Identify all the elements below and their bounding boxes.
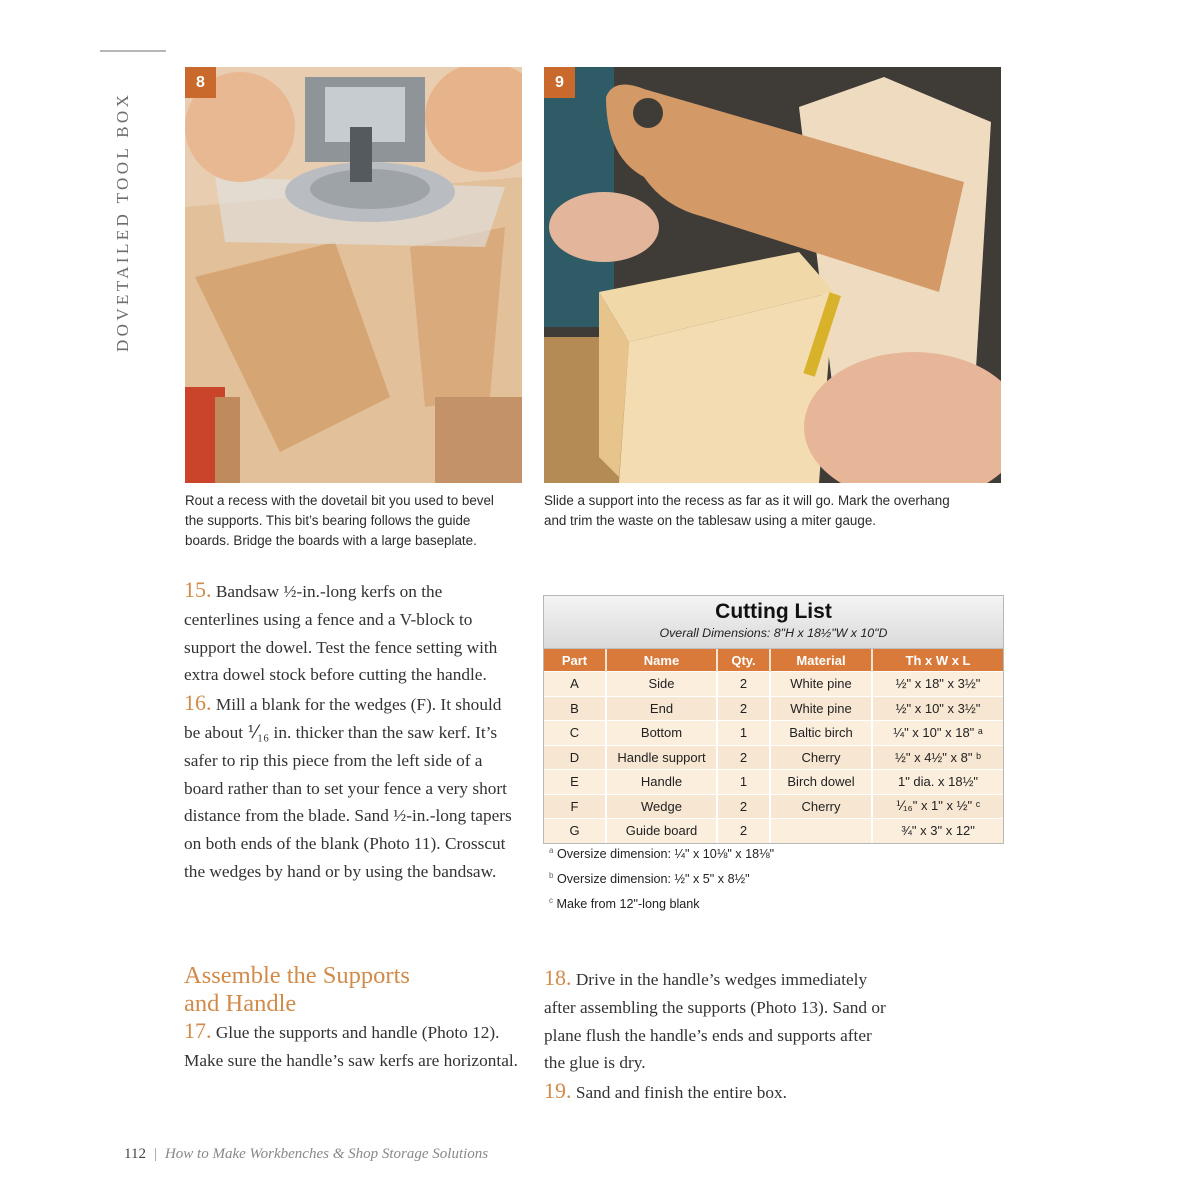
table-cell: Birch dowel bbox=[770, 770, 872, 795]
photo-8-caption bbox=[185, 491, 530, 551]
photo-8-caption-line: boards. Bridge the boards with a large baseplate. bbox=[185, 533, 477, 548]
step-text: Sand and finish the entire box. bbox=[575, 1083, 788, 1103]
step-text: Drive in the handle’s wedges immediately after assembling the supports (Photo 13). Sand or plane flush the handle’s ends and supports after the glue is dry. bbox=[544, 970, 886, 1073]
photo-8 bbox=[185, 67, 522, 483]
table-row bbox=[544, 745, 1003, 770]
footnote-mark: a bbox=[549, 846, 554, 855]
table-cell: End bbox=[606, 696, 717, 721]
right-column-steps bbox=[544, 964, 889, 1107]
table-cell: Handle support bbox=[606, 745, 717, 770]
table-cell: Guide board bbox=[606, 819, 717, 843]
step-paragraph bbox=[544, 964, 889, 1077]
table-cell: 2 bbox=[717, 794, 770, 819]
table-cell: 1" dia. x 18½" bbox=[872, 770, 1003, 795]
step-number: 19. bbox=[544, 1078, 572, 1104]
left-column-steps bbox=[184, 576, 519, 886]
side-rule bbox=[100, 50, 166, 52]
step-text: Mill a blank for the wedges (F). It should be about ⅟₁₆ in. thicker than the saw kerf. It’s safer to rip this piece from the left side of a board rather than to set your fence a very short distance from the blade. Sand ½-in.-long tapers on both ends of the blank (Photo 11). Crosscut the wedges by hand or by using the bandsaw. bbox=[184, 695, 512, 881]
table-cell: B bbox=[544, 696, 606, 721]
footnote-text: Make from 12"-long blank bbox=[556, 897, 700, 912]
chapter-side-title-text: DOVETAILED TOOL BOX bbox=[113, 91, 132, 352]
table-cell: C bbox=[544, 721, 606, 746]
book-title: How to Make Workbenches & Shop Storage Solutions bbox=[164, 1146, 489, 1162]
table-cell: G bbox=[544, 819, 606, 843]
step-paragraph bbox=[184, 689, 519, 886]
step-number: 18. bbox=[544, 965, 572, 990]
table-cell: D bbox=[544, 745, 606, 770]
step-paragraph bbox=[544, 1077, 889, 1107]
assemble-section bbox=[184, 962, 524, 1075]
table-header-cell: Material bbox=[770, 649, 872, 672]
table-cell: Wedge bbox=[606, 794, 717, 819]
table-cell: White pine bbox=[770, 696, 872, 721]
cutting-list-table bbox=[544, 649, 1003, 843]
cutting-list bbox=[543, 595, 1004, 844]
chapter-side-title bbox=[100, 68, 160, 358]
cutting-list-title: Cutting List bbox=[715, 600, 832, 623]
footnote bbox=[549, 890, 969, 915]
table-cell: A bbox=[544, 672, 606, 697]
photo-9-image bbox=[544, 67, 1001, 483]
table-header-cell: Part bbox=[544, 649, 606, 672]
table-cell: ½" x 4½" x 8" ᵇ bbox=[872, 745, 1003, 770]
table-cell: 2 bbox=[717, 672, 770, 697]
table-cell: ½" x 10" x 3½" bbox=[872, 696, 1003, 721]
table-cell: Baltic birch bbox=[770, 721, 872, 746]
step-text: Glue the supports and handle (Photo 12). Make sure the handle’s saw kerfs are horizontal. bbox=[184, 1023, 518, 1070]
step-number: 17. bbox=[184, 1018, 212, 1043]
footnote bbox=[549, 840, 969, 865]
section-heading bbox=[184, 962, 524, 1017]
table-body bbox=[544, 672, 1003, 843]
photo-8-caption-line: Rout a recess with the dovetail bit you used to bevel bbox=[185, 493, 494, 508]
table-cell: E bbox=[544, 770, 606, 795]
footnote bbox=[549, 865, 969, 890]
table-cell bbox=[770, 819, 872, 843]
footer-separator: | bbox=[153, 1146, 157, 1162]
table-row bbox=[544, 721, 1003, 746]
photo-8-caption-line: the supports. This bit’s bearing follows the guide bbox=[185, 513, 471, 528]
table-row bbox=[544, 770, 1003, 795]
table-cell: Cherry bbox=[770, 794, 872, 819]
table-cell: Bottom bbox=[606, 721, 717, 746]
photo-8-image bbox=[185, 67, 522, 483]
photo-9 bbox=[544, 67, 1001, 483]
step-paragraph bbox=[184, 576, 519, 689]
footnote-mark: c bbox=[549, 896, 553, 906]
table-cell: 2 bbox=[717, 696, 770, 721]
table-header-cell: Qty. bbox=[717, 649, 770, 672]
table-row bbox=[544, 819, 1003, 843]
table-cell: ¾" x 3" x 12" bbox=[872, 819, 1003, 843]
step-number: 16. bbox=[184, 690, 212, 716]
table-cell: 1 bbox=[717, 721, 770, 746]
table-row bbox=[544, 696, 1003, 721]
photo-9-number-badge: 9 bbox=[544, 67, 575, 98]
section-heading-line: Assemble the Supports bbox=[184, 962, 410, 989]
step-paragraph bbox=[184, 1017, 524, 1075]
table-header-row bbox=[544, 649, 1003, 672]
table-cell: F bbox=[544, 794, 606, 819]
photo-9-caption bbox=[544, 491, 1004, 531]
photo-9-caption-line: Slide a support into the recess as far as it will go. Mark the overhang bbox=[544, 493, 950, 508]
table-cell: 1 bbox=[717, 770, 770, 795]
page-footer bbox=[124, 1146, 488, 1168]
cutting-list-header bbox=[544, 596, 1003, 649]
section-heading-line: and Handle bbox=[184, 989, 297, 1017]
footnote-text: Oversize dimension: ½" x 5" x 8½" bbox=[556, 872, 750, 887]
table-cell: 2 bbox=[717, 819, 770, 843]
table-header-cell: Th x W x L bbox=[872, 649, 1003, 672]
table-cell: White pine bbox=[770, 672, 872, 697]
step-text: Bandsaw ½-in.-long kerfs on the centerlines using a fence and a V-block to support the dowel. Test the fence setting with extra dowel stock before cutting the handle. bbox=[184, 582, 498, 685]
page-number: 112 bbox=[124, 1146, 146, 1162]
table-cell: ½" x 18" x 3½" bbox=[872, 672, 1003, 697]
footnote-text: Oversize dimension: ¼" x 10⅛" x 18⅛" bbox=[556, 847, 775, 862]
table-cell: ⅟₁₆" x 1" x ½" ᶜ bbox=[872, 794, 1003, 819]
table-header-cell: Name bbox=[606, 649, 717, 672]
table-cell: 2 bbox=[717, 745, 770, 770]
table-cell: Cherry bbox=[770, 745, 872, 770]
cutting-list-footnotes bbox=[549, 840, 969, 916]
cutting-list-subtitle: Overall Dimensions: 8"H x 18½"W x 10"D bbox=[659, 626, 888, 640]
photo-9-caption-line: and trim the waste on the tablesaw using a miter gauge. bbox=[544, 513, 876, 528]
table-row bbox=[544, 794, 1003, 819]
table-cell: Side bbox=[606, 672, 717, 697]
step-number: 15. bbox=[184, 577, 212, 602]
footnote-mark: b bbox=[549, 871, 554, 881]
photo-8-number-badge: 8 bbox=[185, 67, 216, 98]
table-row bbox=[544, 672, 1003, 697]
table-cell: Handle bbox=[606, 770, 717, 795]
table-cell: ¼" x 10" x 18" ᵃ bbox=[872, 721, 1003, 746]
